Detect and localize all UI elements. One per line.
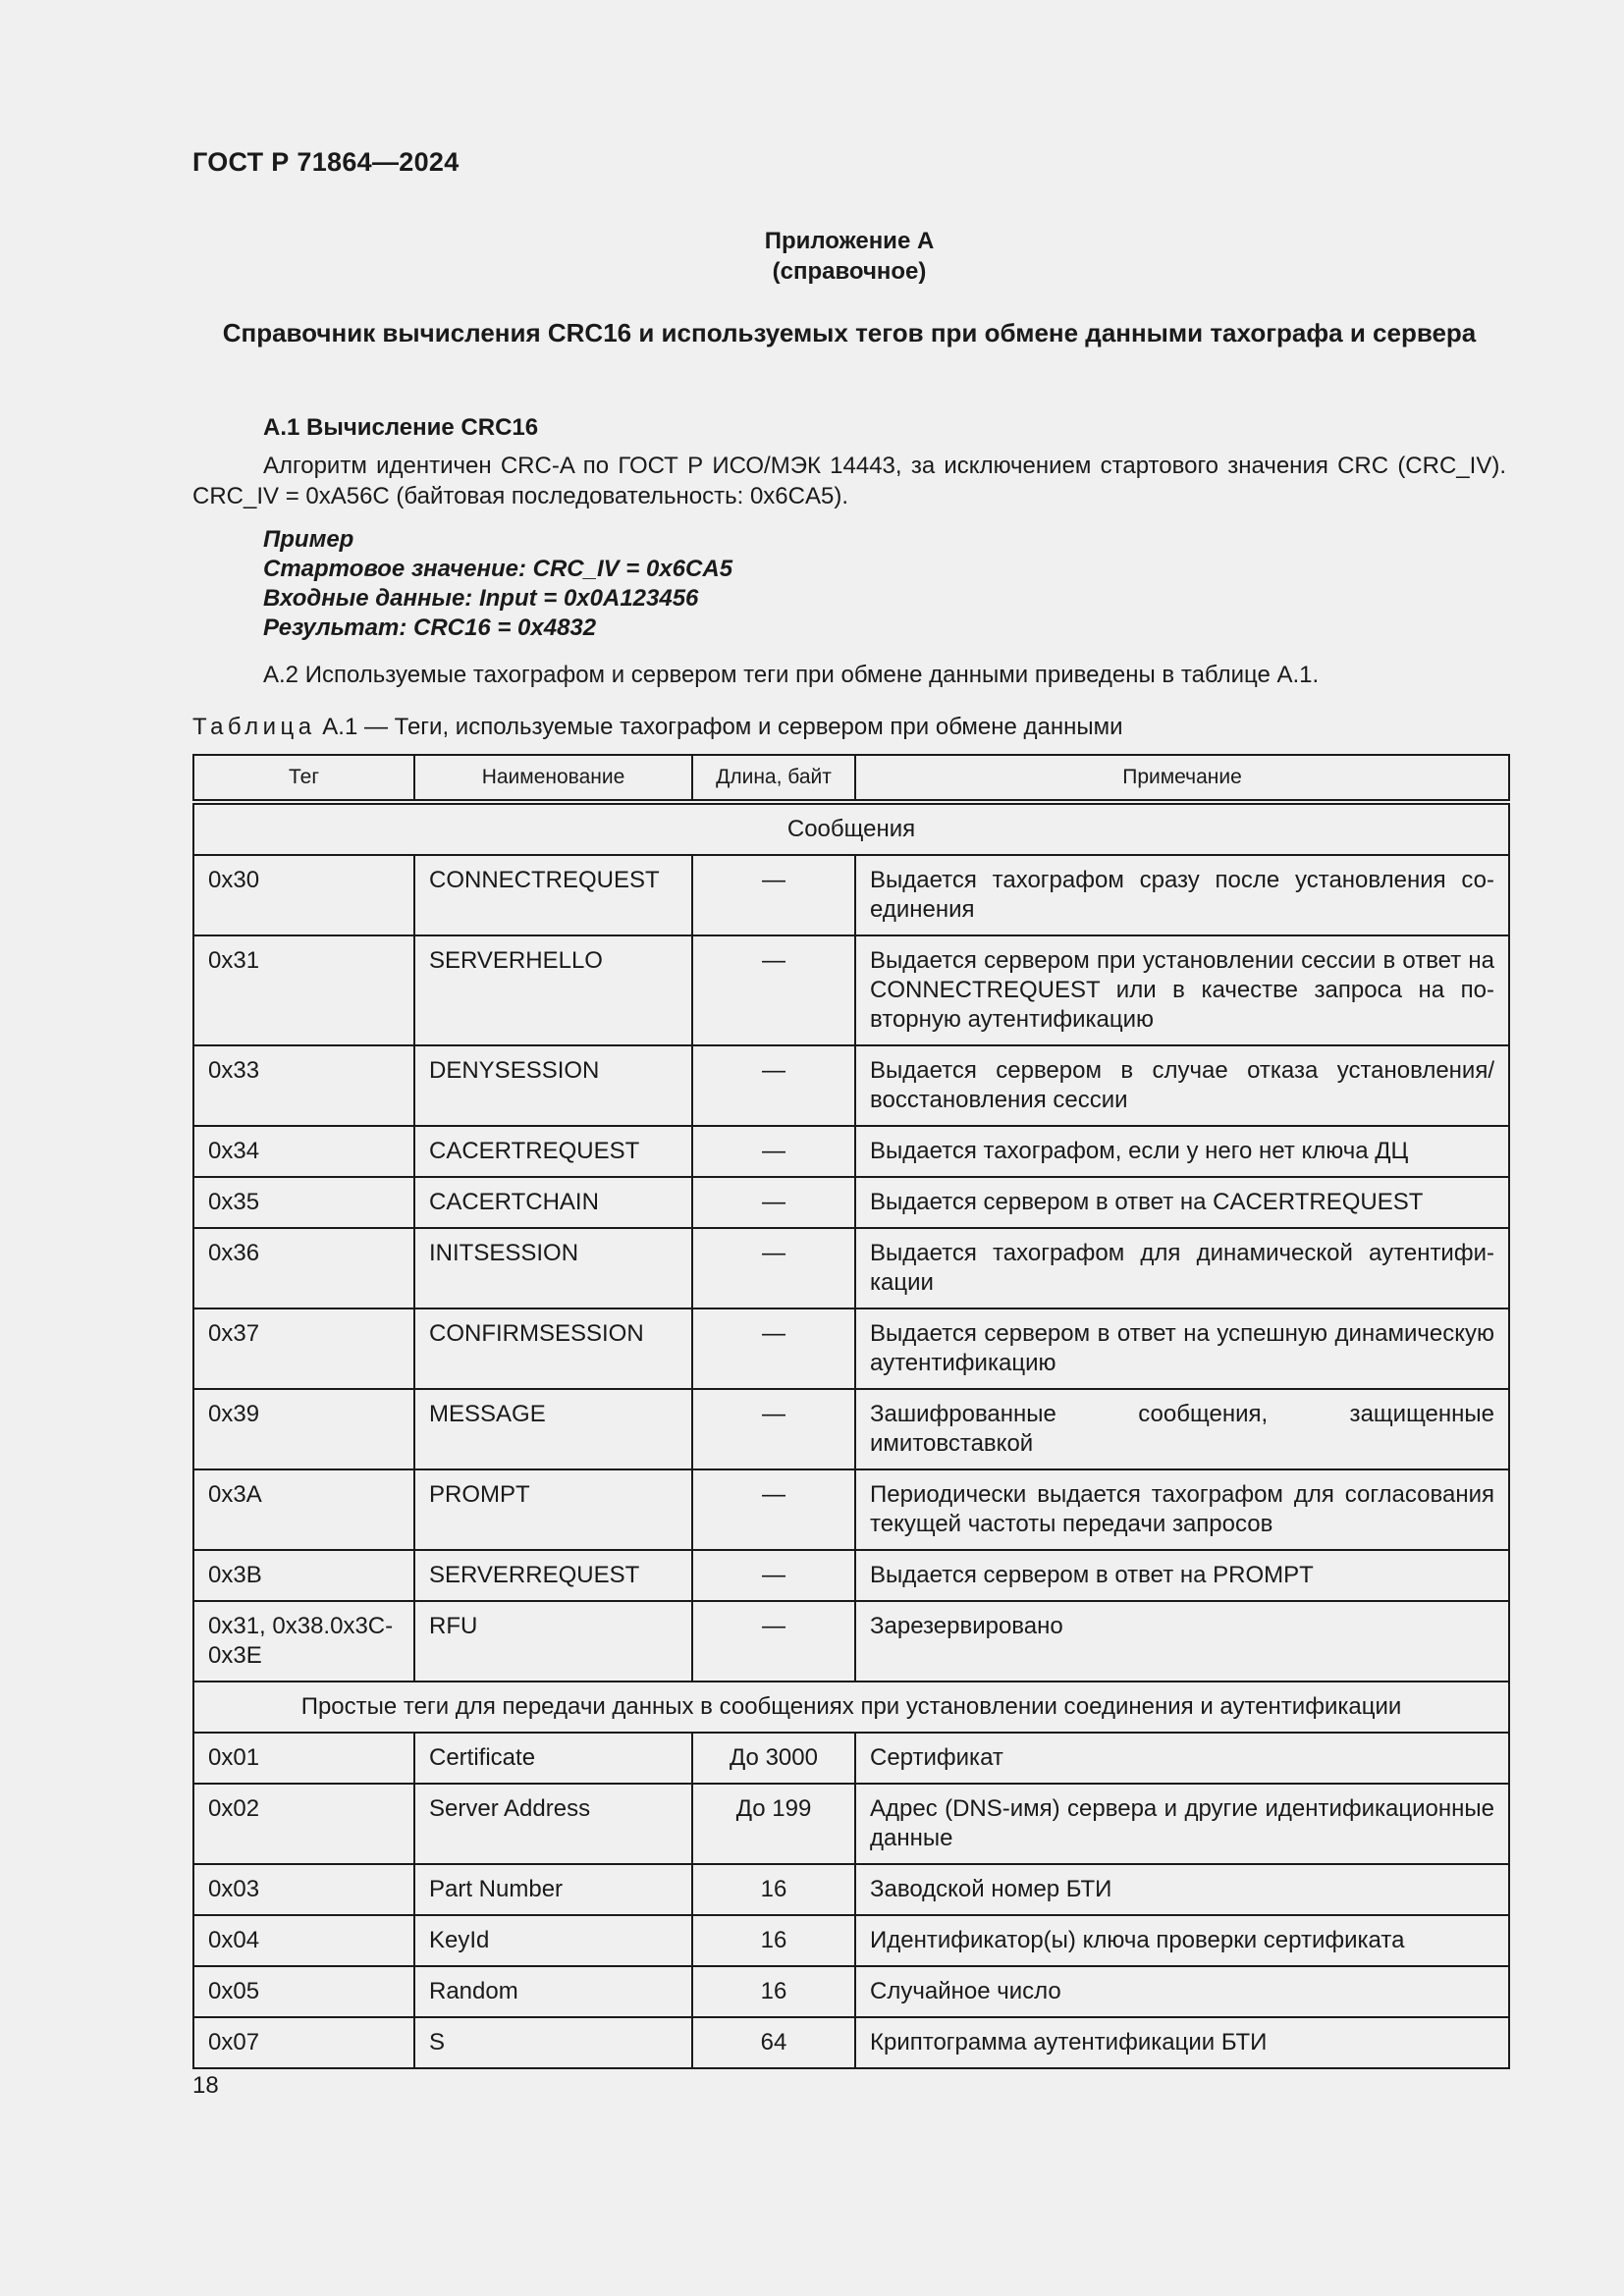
cell-length: — bbox=[692, 1469, 855, 1550]
cell-length: — bbox=[692, 1601, 855, 1682]
example-label: Пример bbox=[263, 526, 354, 553]
table-row bbox=[193, 2017, 1509, 2068]
table-row bbox=[193, 1864, 1509, 1915]
example-line: Результат: CRC16 = 0x4832 bbox=[263, 614, 597, 641]
appendix-title-block bbox=[0, 226, 1624, 287]
table-row bbox=[193, 1308, 1509, 1389]
table-caption-label: Таблица bbox=[192, 714, 316, 740]
cell-tag: 0x30 bbox=[193, 855, 414, 935]
cell-note: Идентификатор(ы) ключа проверки сертификата bbox=[855, 1915, 1509, 1966]
cell-length: — bbox=[692, 1045, 855, 1126]
cell-tag: 0x3B bbox=[193, 1550, 414, 1601]
cell-tag: 0x37 bbox=[193, 1308, 414, 1389]
tags-table bbox=[192, 754, 1510, 2069]
example-line: Стартовое значение: CRC_IV = 0x6CA5 bbox=[263, 556, 733, 582]
column-header-tag: Тег bbox=[193, 755, 414, 802]
cell-tag: 0x04 bbox=[193, 1915, 414, 1966]
cell-name: SERVERHELLO bbox=[414, 935, 692, 1045]
appendix-title: Приложение А bbox=[764, 228, 935, 254]
cell-note: Выдается тахографом для динамической аутентификации bbox=[855, 1228, 1509, 1308]
table-row bbox=[193, 1966, 1509, 2017]
cell-length: — bbox=[692, 1126, 855, 1177]
cell-length: — bbox=[692, 1177, 855, 1228]
table-row bbox=[193, 1389, 1509, 1469]
cell-length: 16 bbox=[692, 1864, 855, 1915]
section-row bbox=[193, 1682, 1509, 1733]
section-row bbox=[193, 802, 1509, 855]
cell-note: Адрес (DNS-имя) сервера и другие идентификационные данные bbox=[855, 1784, 1509, 1864]
cell-name: INITSESSION bbox=[414, 1228, 692, 1308]
cell-note: Зашифрованные сообщения, защищенные имитовставкой bbox=[855, 1389, 1509, 1469]
cell-length: — bbox=[692, 935, 855, 1045]
table-header-row bbox=[193, 755, 1509, 802]
column-header-length: Длина, байт bbox=[692, 755, 855, 802]
cell-length: 64 bbox=[692, 2017, 855, 2068]
table-row bbox=[193, 1045, 1509, 1126]
cell-note: Заводской номер БТИ bbox=[855, 1864, 1509, 1915]
table-row bbox=[193, 1177, 1509, 1228]
example-line: Входные данные: Input = 0x0A123456 bbox=[263, 585, 699, 612]
cell-length: 16 bbox=[692, 1966, 855, 2017]
cell-name: PROMPT bbox=[414, 1469, 692, 1550]
cell-note: Зарезервировано bbox=[855, 1601, 1509, 1682]
cell-name: CACERTREQUEST bbox=[414, 1126, 692, 1177]
table-row bbox=[193, 855, 1509, 935]
table-body bbox=[193, 802, 1509, 2068]
cell-tag: 0x35 bbox=[193, 1177, 414, 1228]
table-row bbox=[193, 1601, 1509, 1682]
cell-tag: 0x07 bbox=[193, 2017, 414, 2068]
cell-tag: 0x33 bbox=[193, 1045, 414, 1126]
document-id: ГОСТ Р 71864—2024 bbox=[192, 147, 460, 177]
cell-name: Part Number bbox=[414, 1864, 692, 1915]
table-row bbox=[193, 1126, 1509, 1177]
cell-length: До 3000 bbox=[692, 1733, 855, 1784]
table-row bbox=[193, 1784, 1509, 1864]
cell-length: До 199 bbox=[692, 1784, 855, 1864]
cell-length: — bbox=[692, 1228, 855, 1308]
cell-name: MESSAGE bbox=[414, 1389, 692, 1469]
cell-length: — bbox=[692, 1308, 855, 1389]
cell-tag: 0x01 bbox=[193, 1733, 414, 1784]
section-title-messages: Сообщения bbox=[193, 802, 1509, 855]
cell-tag: 0x31, 0x38.0x3C-0x3E bbox=[193, 1601, 414, 1682]
cell-note: Выдается сервером при установлении сессии в ответ на CONNECTREQUEST или в качестве запроса на повторную аутентификацию bbox=[855, 935, 1509, 1045]
cell-note: Случайное число bbox=[855, 1966, 1509, 2017]
example-block bbox=[263, 525, 732, 643]
cell-name: DENYSESSION bbox=[414, 1045, 692, 1126]
cell-name: Random bbox=[414, 1966, 692, 2017]
section-title-simple-tags: Простые теги для передачи данных в сообщениях при установлении соединения и аутентификации bbox=[193, 1682, 1509, 1733]
column-header-name: Наименование bbox=[414, 755, 692, 802]
table-row bbox=[193, 1733, 1509, 1784]
table-caption bbox=[192, 713, 1123, 742]
cell-note: Выдается сервером в ответ на CACERTREQUEST bbox=[855, 1177, 1509, 1228]
table-row bbox=[193, 1550, 1509, 1601]
table-row bbox=[193, 1228, 1509, 1308]
cell-tag: 0x02 bbox=[193, 1784, 414, 1864]
cell-note: Выдается сервером в ответ на PROMPT bbox=[855, 1550, 1509, 1601]
cell-note: Криптограмма аутентификации БТИ bbox=[855, 2017, 1509, 2068]
cell-name: Certificate bbox=[414, 1733, 692, 1784]
cell-length: — bbox=[692, 1550, 855, 1601]
cell-name: S bbox=[414, 2017, 692, 2068]
cell-tag: 0x03 bbox=[193, 1864, 414, 1915]
table-row bbox=[193, 935, 1509, 1045]
cell-note: Выдается тахографом сразу после установления соединения bbox=[855, 855, 1509, 935]
table-row bbox=[193, 1915, 1509, 1966]
cell-note: Периодически выдается тахографом для согласования текущей частоты передачи запросов bbox=[855, 1469, 1509, 1550]
cell-tag: 0x31 bbox=[193, 935, 414, 1045]
appendix-subtitle: (справочное) bbox=[772, 258, 927, 285]
cell-name: RFU bbox=[414, 1601, 692, 1682]
cell-tag: 0x34 bbox=[193, 1126, 414, 1177]
section-a1-heading: А.1 Вычисление CRC16 bbox=[263, 414, 539, 441]
appendix-heading: Справочник вычисления CRC16 и используемых тегов при обмене данными тахографа и сервера bbox=[222, 318, 1477, 347]
cell-name: CONFIRMSESSION bbox=[414, 1308, 692, 1389]
table-caption-text: А.1 — Теги, используемые тахографом и сервером при обмене данными bbox=[315, 714, 1123, 740]
cell-note: Сертификат bbox=[855, 1733, 1509, 1784]
cell-note: Выдается сервером в случае отказа установления/ восстановления сессии bbox=[855, 1045, 1509, 1126]
cell-tag: 0x36 bbox=[193, 1228, 414, 1308]
cell-name: Server Address bbox=[414, 1784, 692, 1864]
cell-name: CONNECTREQUEST bbox=[414, 855, 692, 935]
table-row bbox=[193, 1469, 1509, 1550]
section-a2-text: А.2 Используемые тахографом и сервером теги при обмене данными приведены в таблице А.1. bbox=[263, 662, 1320, 688]
cell-name: SERVERREQUEST bbox=[414, 1550, 692, 1601]
page-number: 18 bbox=[192, 2072, 219, 2099]
column-header-note: Примечание bbox=[855, 755, 1509, 802]
cell-note: Выдается сервером в ответ на успешную динамическую аутентификацию bbox=[855, 1308, 1509, 1389]
cell-name: CACERTCHAIN bbox=[414, 1177, 692, 1228]
cell-note: Выдается тахографом, если у него нет ключа ДЦ bbox=[855, 1126, 1509, 1177]
cell-tag: 0x05 bbox=[193, 1966, 414, 2017]
cell-name: KeyId bbox=[414, 1915, 692, 1966]
cell-length: 16 bbox=[692, 1915, 855, 1966]
cell-tag: 0x3A bbox=[193, 1469, 414, 1550]
cell-length: — bbox=[692, 1389, 855, 1469]
cell-length: — bbox=[692, 855, 855, 935]
section-a1-text: Алгоритм идентичен CRC-A по ГОСТ Р ИСО/МЭК 14443, за исключением стартового значения CRC (CRC_IV). CRC_IV = 0xA56C (байтовая последовательность: 0x6CA5). bbox=[192, 453, 1506, 509]
cell-tag: 0x39 bbox=[193, 1389, 414, 1469]
